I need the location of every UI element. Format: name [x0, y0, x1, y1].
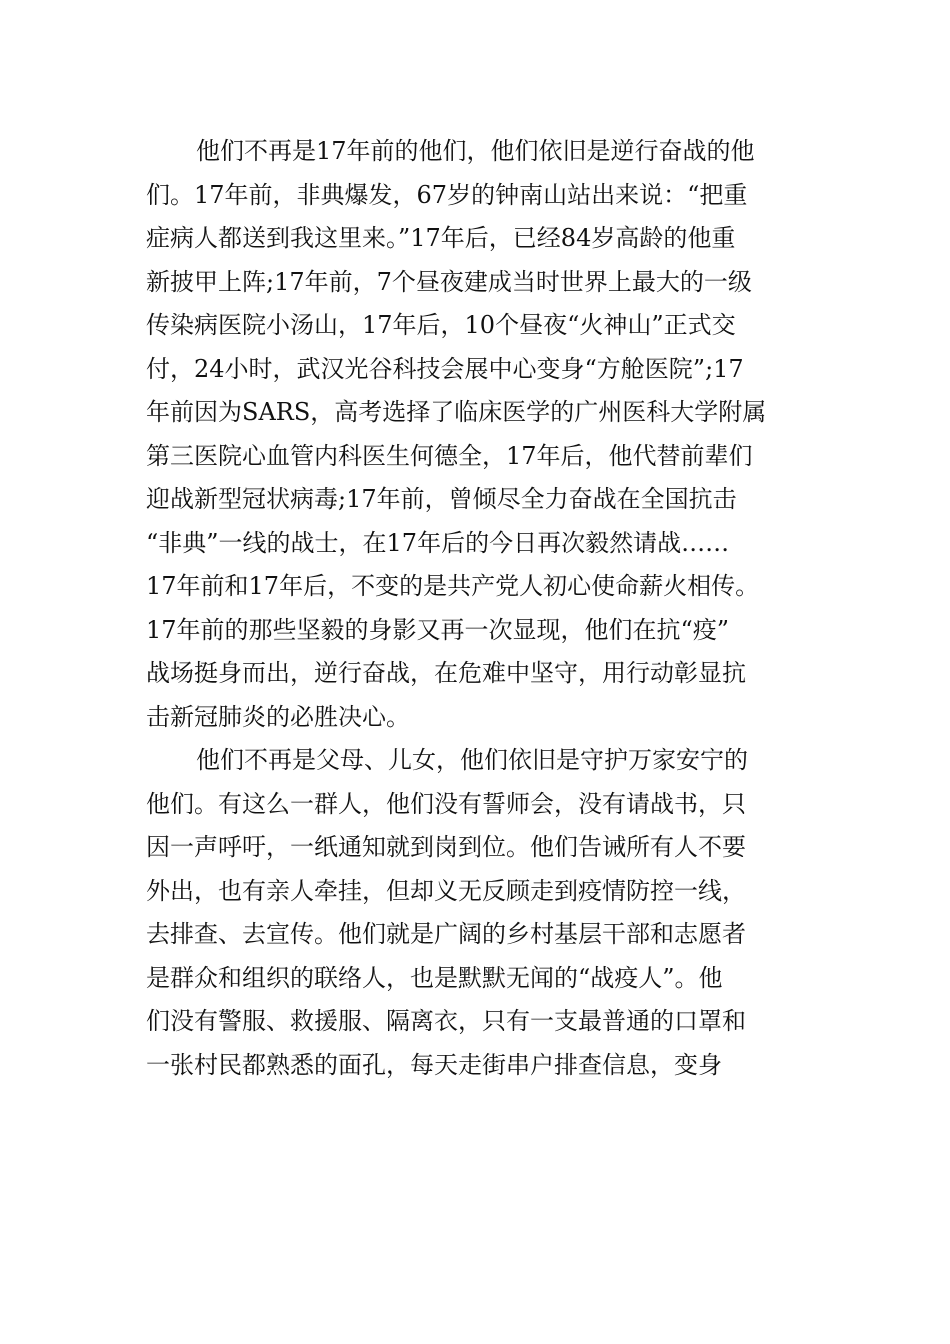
paragraph-2 [146, 739, 826, 1087]
text-line: 战场挺身而出，逆行奋战，在危难中坚守，用行动彰显抗 [146, 659, 746, 687]
body-text [146, 130, 826, 1087]
text-line: 外出，也有亲人牵挂，但却义无反顾走到疫情防控一线， [146, 876, 746, 905]
text-line: 去排查、去宣传。他们就是广阔的乡村基层干部和志愿者 [146, 920, 746, 948]
text-line: 付，24小时，武汉光谷科技会展中心变身“方舱医院”;17 [146, 354, 744, 383]
text-line: 新披甲上阵;17年前，7个昼夜建成当时世界上最大的一级 [146, 267, 752, 296]
text-line: 17年前的那些坚毅的身影又再一次显现，他们在抗“疫” [146, 615, 730, 644]
text-line: 年前因为SARS，高考选择了临床医学的广州医科大学附属 [146, 398, 767, 426]
text-line: 他们不再是17年前的他们，他们依旧是逆行奋战的他 [196, 137, 755, 165]
text-line: 传染病医院小汤山，17年后，10个昼夜“火神山”正式交 [146, 311, 736, 339]
text-line: 迎战新型冠状病毒;17年前，曾倾尽全力奋战在全国抗击 [146, 485, 737, 513]
text-line: 们。17年前，非典爆发，67岁的钟南山站出来说：“把重 [146, 180, 748, 209]
text-line: 们没有警服、救援服、隔离衣，只有一支最普通的口罩和 [146, 1007, 746, 1035]
text-line: 症病人都送到我这里来。”17年后，已经84岁高龄的他重 [146, 224, 736, 252]
text-line: 17年前和17年后，不变的是共产党人初心使命薪火相传。 [146, 572, 760, 600]
text-line: 击新冠肺炎的必胜决心。 [146, 702, 410, 731]
text-line: 他们不再是父母、儿女，他们依旧是守护万家安宁的 [196, 746, 748, 774]
paragraph-1 [146, 130, 826, 739]
text-line: “非典”一线的战士，在17年后的今日再次毅然请战…… [146, 528, 730, 557]
text-line: 是群众和组织的联络人，也是默默无闻的“战疫人”。他 [146, 963, 723, 992]
text-line: 他们。有这么一群人，他们没有誓师会，没有请战书，只 [146, 789, 746, 818]
text-line: 因一声呼吁，一纸通知就到岗到位。他们告诫所有人不要 [146, 833, 746, 861]
text-line: 第三医院心血管内科医生何德全，17年后，他代替前辈们 [146, 441, 753, 470]
text-line: 一张村民都熟悉的面孔，每天走街串户排查信息，变身 [146, 1050, 722, 1079]
